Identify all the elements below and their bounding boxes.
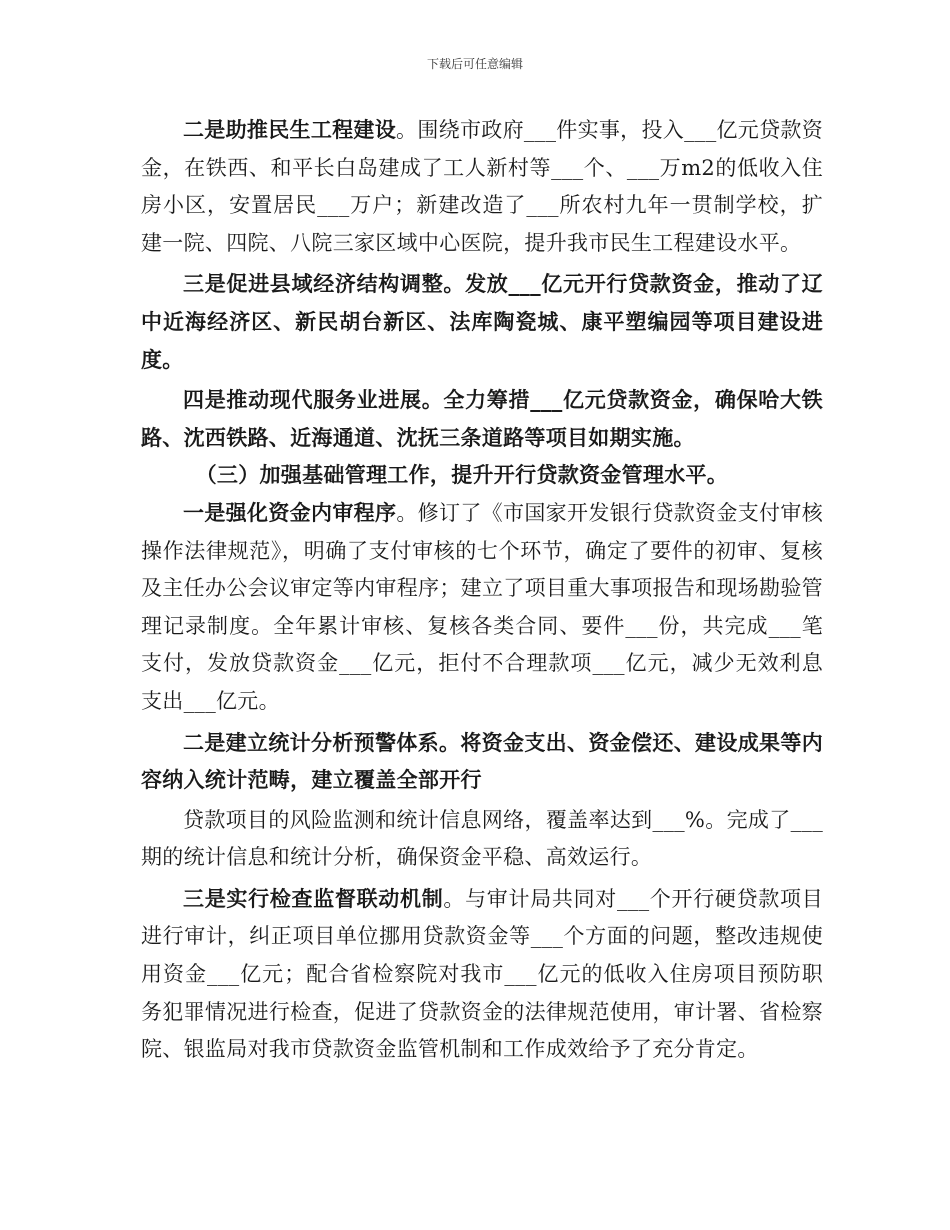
paragraph-county-economy: 三是促进县域经济结构调整。发放___亿元开行贷款资金，推动了辽中近海经济区、新民胡台新区、法库陶瓷城、康平塑编园等项目建设进度。 [141,271,823,372]
paragraph-text: 。与审计局共同对___个开行硬贷款项目进行审计，纠正项目单位挪用贷款资金等___个方面的问题，整改违规使用资金___亿元；配合省检察院对我市___亿元的低收入住房项目预防职务犯罪情况进行检查，促进了贷款资金的法律规范使用，审计署、省检察院、银监局对我市贷款资金监管机制和工作成效给予了充分肯定。 [141,886,823,1062]
paragraph-lead: 二是助推民生工程建设 [183,117,397,142]
document-body [141,111,823,1069]
paragraph-internal-audit [141,494,823,721]
paragraph-lead: 三是实行检查监督联动机制 [183,885,444,911]
paragraph-text: 。修订了《市国家开发银行贷款资金支付审核操作法律规范》，明确了支付审核的七个环节，确定了要件的初审、复核及主任办公会议审定等内审程序；建立了项目重大事项报告和现场勘验管理记录制度。全年累计审核、复核各类合同、要件___份，共完成___笔支付，发放贷款资金___亿元，拒付不合理款项___亿元，减少无效利息支出___亿元。 [141,500,823,713]
paragraph-statistics-cont: 贷款项目的风险监测和统计信息网络，覆盖率达到___%。完成了___期的统计信息和统计分析，确保资金平稳、高效运行。 [141,807,823,870]
section-heading: （三）加强基础管理工作，提升开行贷款资金管理水平。 [195,462,729,488]
paragraph-text: 。围绕市政府___件实事，投入___亿元贷款资金，在铁西、和平长白岛建成了工人新村等___个、___万m2的低收入住房小区，安置居民___万户；新建改造了___所农村九年一贯制学校，扩建一院、四院、八院三家区域中心医院，提升我市民生工程建设水平。 [141,118,824,255]
page-header: 下载后可任意编辑 [426,57,523,71]
paragraph-livelihood [141,111,823,262]
paragraph-statistics: 二是建立统计分析预警体系。将资金支出、资金偿还、建设成果等内容纳入统计范畴，建立覆盖全部开行 [141,729,823,793]
paragraph-lead: 一是强化资金内审程序 [183,499,397,525]
paragraph-modern-services: 四是推动现代服务业进展。全力筹措___亿元贷款资金，确保哈大铁路、沈西铁路、近海通道、沈抚三条道路等项目如期实施。 [141,387,823,450]
paragraph-supervision [141,880,823,1069]
